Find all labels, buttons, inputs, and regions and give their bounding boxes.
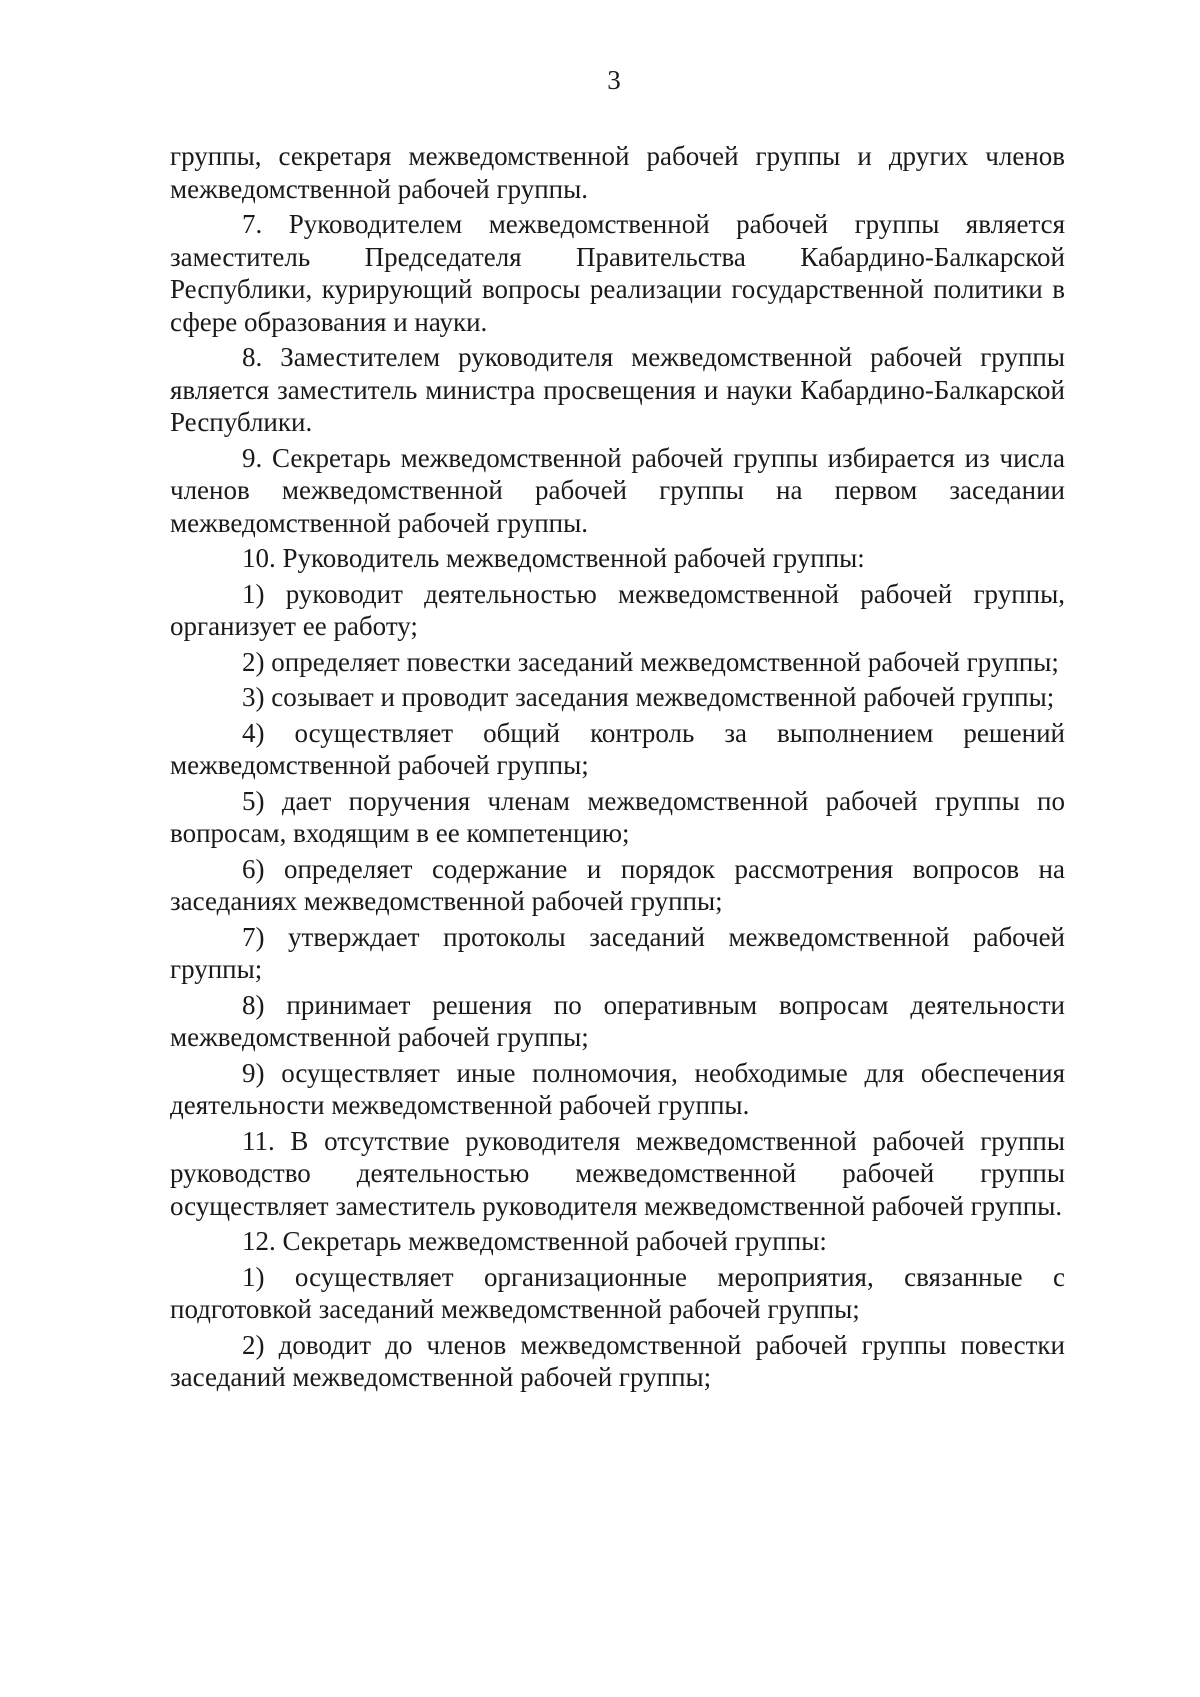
paragraph-10-item-5: 5) дает поручения членам межведомственной рабочей группы по вопросам, входящим в ее компетенцию;	[170, 785, 1065, 848]
paragraph-10-item-7: 7) утверждает протоколы заседаний межведомственной рабочей группы;	[170, 921, 1065, 984]
paragraph-10-item-6: 6) определяет содержание и порядок рассмотрения вопросов на заседаниях межведомственной рабочей группы;	[170, 853, 1065, 916]
paragraph-8: 8. Заместителем руководителя межведомственной рабочей группы является заместитель министра просвещения и науки Кабардино-Балкарской Республики.	[170, 342, 1065, 437]
paragraph-7: 7. Руководителем межведомственной рабочей группы является заместитель Председателя Правительства Кабардино-Балкарской Республики, курирующий вопросы реализации государственной политики в сфере образования и науки.	[170, 209, 1065, 337]
document-body	[170, 140, 1065, 1397]
paragraph-11: 11. В отсутствие руководителя межведомственной рабочей группы руководство деятельностью межведомственной рабочей группы осуществляет заместитель руководителя межведомственной рабочей группы.	[170, 1125, 1065, 1221]
paragraph-9: 9. Секретарь межведомственной рабочей группы избирается из числа членов межведомственной рабочей группы на первом заседании межведомственной рабочей группы.	[170, 442, 1065, 538]
paragraph-10-item-9: 9) осуществляет иные полномочия, необходимые для обеспечения деятельности межведомственной рабочей группы.	[170, 1057, 1065, 1120]
page-number: 3	[607, 65, 621, 95]
paragraph-10-item-4: 4) осуществляет общий контроль за выполнением решений межведомственной рабочей группы;	[170, 717, 1065, 780]
paragraph-12: 12. Секретарь межведомственной рабочей группы:	[242, 1226, 827, 1256]
paragraph-10: 10. Руководитель межведомственной рабочей группы:	[242, 543, 865, 573]
paragraph-12-item-2: 2) доводит до членов межведомственной рабочей группы повестки заседаний межведомственной рабочей группы;	[170, 1329, 1065, 1392]
paragraph-12-item-1: 1) осуществляет организационные мероприятия, связанные с подготовкой заседаний межведомственной рабочей группы;	[170, 1261, 1065, 1324]
paragraph-10-item-3: 3) созывает и проводит заседания межведомственной рабочей группы;	[242, 682, 1055, 712]
paragraph-continuation: группы, секретаря межведомственной рабочей группы и других членов межведомственной рабочей группы.	[170, 141, 1065, 204]
paragraph-10-item-2: 2) определяет повестки заседаний межведомственной рабочей группы;	[242, 646, 1059, 677]
paragraph-10-item-1: 1) руководит деятельностью межведомственной рабочей группы, организует ее работу;	[170, 578, 1065, 641]
paragraph-10-item-8: 8) принимает решения по оперативным вопросам деятельности межведомственной рабочей группы;	[170, 989, 1065, 1052]
